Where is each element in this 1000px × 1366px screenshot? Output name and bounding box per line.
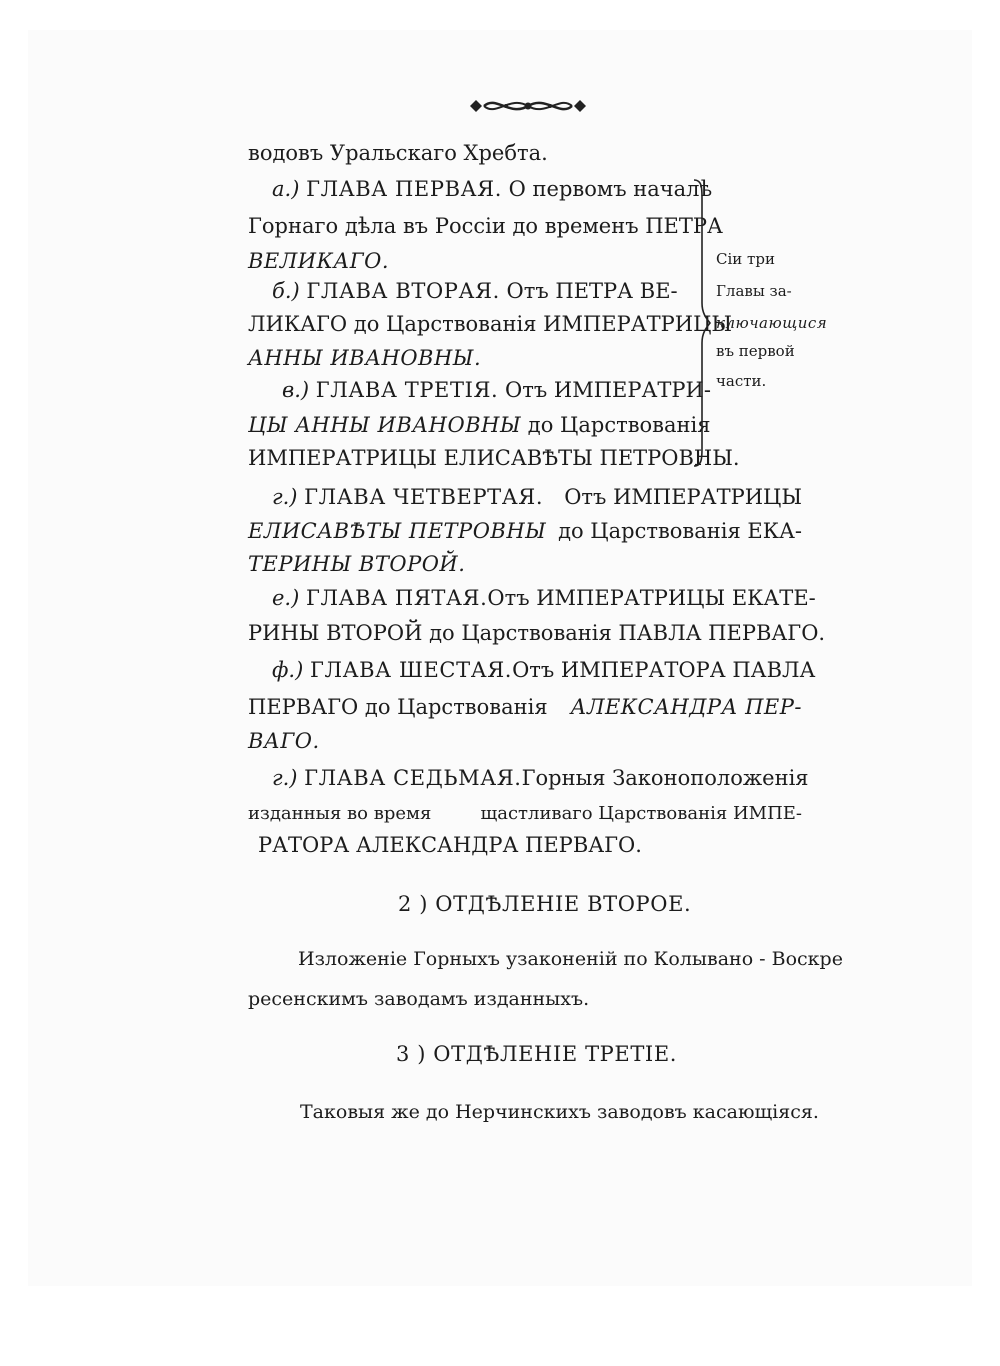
margin-note-line-3: ключающися [716, 314, 828, 332]
brace-icon [690, 178, 714, 468]
chapter-7-line-a [272, 765, 809, 791]
chapter-text: ЕЛИСАВѢТЫ ПЕТРОВНЫ [248, 519, 547, 543]
chapter-text: ТЕРИНЫ ВТОРОЙ. [248, 552, 466, 576]
chapter-title: ГЛАВА ПЯТАЯ. [305, 586, 488, 610]
chapter-text: РИНЫ ВТОРОЙ до Царствованія ПАВЛА ПЕРВАГО. [248, 621, 826, 645]
chapter-title: ГЛАВА ТРЕТІЯ. [315, 378, 499, 402]
section-2-line-a [298, 946, 843, 972]
chapter-6-line-c [248, 728, 320, 754]
chapter-1-line-a [272, 176, 712, 202]
chapter-4-line-a [272, 484, 802, 510]
chapter-marker: г.) [272, 485, 298, 509]
chapter-1-line-b [248, 213, 723, 239]
chapter-title: ГЛАВА ШЕСТАЯ. [310, 658, 513, 682]
chapter-text: ПЕРВАГО до Царствованія [248, 695, 548, 719]
chapter-marker: е.) [272, 586, 300, 610]
line-text: водовъ Уральскаго Хребта. [248, 141, 548, 165]
chapter-text: Отъ ИМПЕРАТРИ- [505, 378, 711, 402]
chapter-title: ГЛАВА СЕДЬМАЯ. [304, 766, 522, 790]
section-text: ресенскимъ заводамъ изданныхъ. [248, 988, 590, 1010]
section-2-line-b [248, 986, 589, 1012]
chapter-marker: б.) [272, 279, 300, 303]
chapter-text: АННЫ ИВАНОВНЫ. [248, 346, 482, 370]
chapter-2-line-c [248, 345, 481, 371]
chapter-2-line-a [272, 278, 678, 304]
chapter-6-line-b [248, 694, 802, 720]
chapter-text: Горныя Законоположенія [521, 766, 809, 790]
chapter-text: ВАГО. [248, 729, 320, 753]
chapter-6-line-a [272, 657, 816, 683]
chapter-title: ГЛАВА ПЕРВАЯ. [306, 177, 502, 201]
chapter-text: Отъ ПЕТРА ВЕ- [506, 279, 678, 303]
chapter-text: щастливаго Царствованія ИМПЕ- [480, 803, 802, 824]
section-text: Таковыя же до Нерчинскихъ заводовъ касающіяся. [300, 1101, 819, 1123]
chapter-7-line-c [258, 832, 642, 858]
chapter-7-line-b [248, 801, 802, 827]
section-text: Изложеніе Горныхъ узаконеній по Колывано - Воскре [298, 948, 843, 970]
chapter-marker: в.) [282, 378, 310, 402]
section-3-line [300, 1099, 819, 1125]
chapter-text: Горнаго дѣла въ Россіи до временъ ПЕТРА [248, 214, 723, 238]
chapter-3-line-b [248, 412, 710, 438]
section-2-heading [398, 891, 691, 917]
chapter-marker: ф.) [272, 658, 304, 682]
chapter-2-line-b [248, 311, 732, 337]
margin-note-line-5: части. [716, 372, 767, 390]
chapter-text: РАТОРА АЛЕКСАНДРА ПЕРВАГО. [258, 833, 642, 857]
section-heading: 3 ) ОТДѢЛЕНІЕ ТРЕТІЕ. [396, 1042, 678, 1066]
chapter-text: изданныя во время [248, 803, 432, 824]
chapter-text: до Царствованія [527, 413, 711, 437]
chapter-3-line-c [248, 445, 740, 471]
chapter-marker: г.) [272, 766, 298, 790]
chapter-text: до Царствованія ЕКА- [558, 519, 802, 543]
section-heading: 2 ) ОТДѢЛЕНІЕ ВТОРОЕ. [398, 892, 692, 916]
chapter-1-line-c [248, 248, 389, 274]
section-3-heading [396, 1041, 677, 1067]
text-line [248, 140, 548, 166]
chapter-title: ГЛАВА ЧЕТВЕРТАЯ. [304, 485, 544, 509]
margin-note-line-4: въ первой [716, 342, 795, 360]
margin-note-line-2: Главы за- [716, 282, 792, 300]
chapter-text: Отъ ИМПЕРАТРИЦЫ ЕКАТЕ- [487, 586, 816, 610]
chapter-text: ЛИКАГО до Царствованія ИМПЕРАТРИЦЫ [248, 312, 733, 336]
chapter-text: АЛЕКСАНДРА ПЕР- [570, 695, 802, 719]
chapter-text: Отъ ИМПЕРАТОРА ПАВЛА [512, 658, 816, 682]
chapter-marker: а.) [272, 177, 300, 201]
chapter-text: ВЕЛИКАГО. [248, 249, 390, 273]
margin-note-line-1: Сіи три [716, 250, 775, 268]
chapter-5-line-a [272, 585, 816, 611]
chapter-text: ИМПЕРАТРИЦЫ ЕЛИСАВѢТЫ ПЕТРОВНЫ. [248, 446, 740, 470]
chapter-text: О первомъ началѣ [508, 177, 713, 201]
chapter-title: ГЛАВА ВТОРАЯ. [306, 279, 500, 303]
chapter-text: Отъ ИМПЕРАТРИЦЫ [564, 485, 802, 509]
chapter-3-line-a [282, 377, 711, 403]
chapter-text: ЦЫ АННЫ ИВАНОВНЫ [248, 413, 522, 437]
chapter-5-line-b [248, 620, 825, 646]
ornament-icon [466, 93, 590, 119]
chapter-4-line-c [248, 551, 465, 577]
chapter-4-line-b [248, 518, 802, 544]
